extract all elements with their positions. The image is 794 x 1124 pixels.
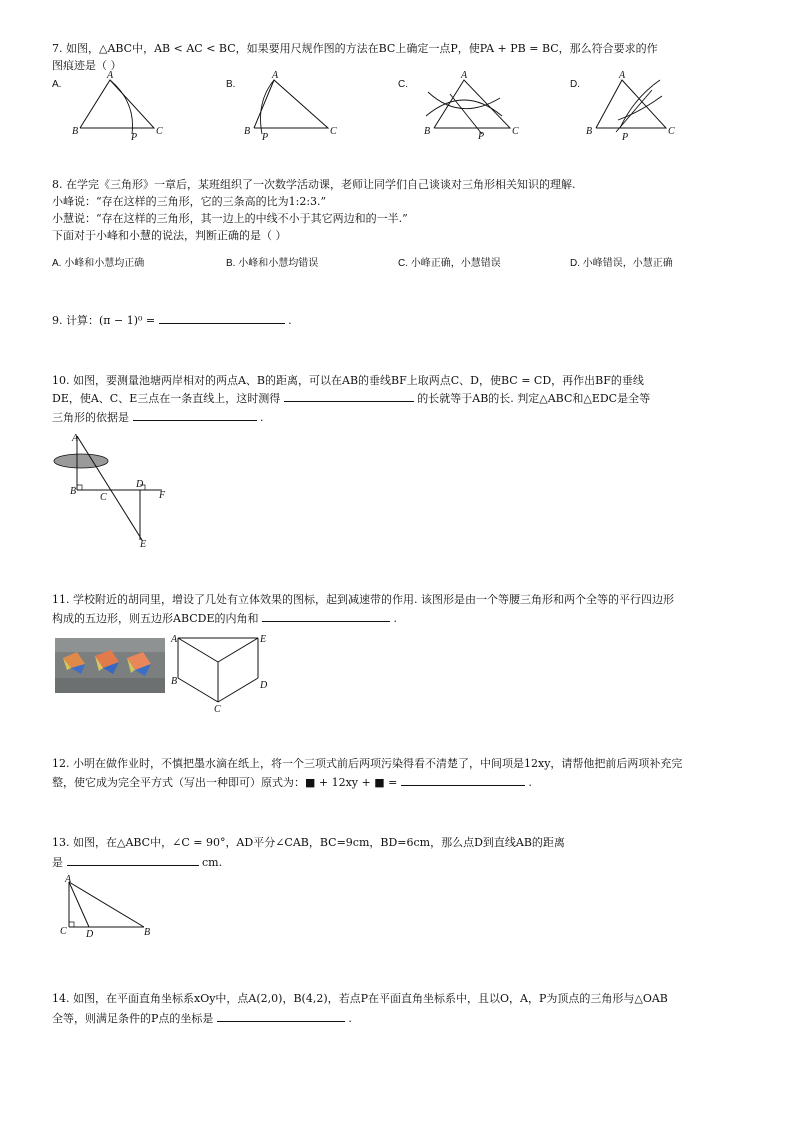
q8-option-b[interactable]: B. 小峰和小慧均错误 xyxy=(226,258,319,269)
q7d-label-p: P xyxy=(622,132,629,143)
q13-triangle-figure xyxy=(56,874,166,940)
q14-line2-part1: 全等，则满足条件的P点的坐标是 xyxy=(52,1012,214,1025)
q10-label-e: E xyxy=(140,539,147,550)
q13-stem-line1: 13. 如图，在△ABC中，∠C = 90°，AD平分∠CAB，BC=9cm，BD=6cm，那么点D到直线AB的距离 xyxy=(52,836,565,849)
q7-figure-a xyxy=(70,72,170,142)
q12-stem-line2 xyxy=(52,775,532,790)
q7-option-c-label: C. xyxy=(398,79,408,90)
q14-stem-line2 xyxy=(52,1011,352,1026)
q11-label-e: E xyxy=(260,634,267,645)
q13-stem-line2 xyxy=(52,855,222,870)
q10-label-c: C xyxy=(100,492,107,503)
q7c-label-c: C xyxy=(512,126,519,137)
q11-label-d: D xyxy=(260,680,268,691)
q12-stem-line1: 12. 小明在做作业时，不慎把墨水滴在纸上，将一个三项式前后两项污染得看不清楚了，中间项是12xy，请帮他把前后两项补充完 xyxy=(52,757,683,770)
q7d-label-b: B xyxy=(586,126,593,137)
q14-line2-part2: . xyxy=(348,1012,352,1025)
q11-pentagon-figure xyxy=(168,632,278,714)
q7c-label-p: P xyxy=(478,131,485,142)
q10-stem-line3 xyxy=(52,410,264,425)
q7-option-b-label: B. xyxy=(226,79,236,90)
q13-line2-part2: cm. xyxy=(202,856,223,869)
q7-option-d-label: D. xyxy=(570,79,580,90)
q9-prefix: 9. 计算：(π − 1)⁰ = xyxy=(52,314,156,327)
q13-label-c: C xyxy=(60,926,67,937)
q13-label-d: D xyxy=(86,929,94,940)
q11-answer-blank[interactable] xyxy=(262,611,390,622)
q7b-label-a: A xyxy=(272,70,279,81)
q9-stem xyxy=(52,313,292,328)
q10-line3-part2: . xyxy=(260,411,264,424)
q12-answer-blank[interactable] xyxy=(401,775,525,786)
q11-line2-part1: 构成的五边形，则五边形ABCDE的内角和 xyxy=(52,612,259,625)
q7a-label-p: P xyxy=(131,132,138,143)
q10-label-b: B xyxy=(70,486,77,497)
pond-shape xyxy=(54,454,108,468)
q7-stem-line1: 7. 如图，△ABC中，AB < AC < BC，如果要用尺规作图的方法在BC上确定一点P，使PA + PB = BC，那么符合要求的作 xyxy=(52,42,658,55)
q10-line2-part2: 的长就等于AB的长. 判定△ABC和△EDC是全等 xyxy=(417,392,651,405)
q10-label-a: A xyxy=(72,433,79,444)
q7b-label-b: B xyxy=(244,126,251,137)
q11-road-photo xyxy=(55,638,165,693)
q12-line2-part1: 整，使它成为完全平方式（写出一种即可）原式为：■ + 12xy + ■ = xyxy=(52,776,398,789)
q7-figure-d xyxy=(586,70,690,144)
q7d-label-c: C xyxy=(668,126,675,137)
q8-option-a[interactable]: A. 小峰和小慧均正确 xyxy=(52,258,145,269)
q7d-label-a: A xyxy=(619,70,626,81)
q13-line2-part1: 是 xyxy=(52,856,63,869)
q7a-label-c: C xyxy=(156,126,163,137)
q12-line2-part2: . xyxy=(528,776,532,789)
q14-answer-blank[interactable] xyxy=(217,1011,345,1022)
q11-label-a: A xyxy=(171,634,178,645)
q8-option-c[interactable]: C. 小峰正确，小慧错误 xyxy=(398,258,501,269)
q11-label-b: B xyxy=(171,676,178,687)
q10-stem-line1: 10. 如图，要测量池塘两岸相对的两点A、B的距离，可以在AB的垂线BF上取两点C、D，使BC = CD，再作出BF的垂线 xyxy=(52,374,644,387)
q7a-label-a: A xyxy=(107,70,114,81)
q14-stem-line1: 14. 如图，在平面直角坐标系xOy中，点A(2,0)，B(4,2)，若点P在平面直角坐标系中，且以O，A，P为顶点的三角形与△OAB xyxy=(52,992,668,1005)
q7b-label-p: P xyxy=(262,132,269,143)
q10-label-d: D xyxy=(136,479,144,490)
q8-option-d[interactable]: D. 小峰错误，小慧正确 xyxy=(570,258,673,269)
q7-option-a-label: A. xyxy=(52,79,62,90)
q11-stem-line2 xyxy=(52,611,397,626)
q10-answer-blank-2[interactable] xyxy=(133,410,257,421)
q10-label-f: F xyxy=(159,490,166,501)
q10-line3-part1: 三角形的依据是 xyxy=(52,411,129,424)
q10-line2-part1: DE，使A、C、E三点在一条直线上，这时测得 xyxy=(52,392,281,405)
q7-figure-b xyxy=(244,72,344,142)
q7c-label-b: B xyxy=(424,126,431,137)
q8-stem-line4: 下面对于小峰和小慧的说法，判断正确的是（ ） xyxy=(52,229,287,242)
q9-answer-blank[interactable] xyxy=(159,313,285,324)
q10-pond-figure xyxy=(52,430,182,552)
q7c-label-a: A xyxy=(461,70,468,81)
q8-stem-line2: 小峰说：“存在这样的三角形，它的三条高的比为1:2:3.” xyxy=(52,195,327,208)
q7-figure-c xyxy=(420,72,530,144)
q13-label-a: A xyxy=(65,874,72,885)
q11-label-c: C xyxy=(214,704,221,715)
q8-stem-line3: 小慧说：“存在这样的三角形，其一边上的中线不小于其它两边和的一半.” xyxy=(52,212,408,225)
q11-stem-line1: 11. 学校附近的胡同里，增设了几处有立体效果的图标，起到减速带的作用. 该图形是由一个等腰三角形和两个全等的平行四边形 xyxy=(52,593,674,606)
q7-stem-line2: 图痕迹是（ ） xyxy=(52,59,122,72)
q7b-label-c: C xyxy=(330,126,337,137)
q10-stem-line2 xyxy=(52,391,650,406)
q9-suffix: . xyxy=(288,314,292,327)
q7a-label-b: B xyxy=(72,126,79,137)
q8-stem-line1: 8. 在学完《三角形》一章后，某班组织了一次数学活动课，老师让同学们自己谈谈对三角形相关知识的理解. xyxy=(52,178,576,191)
q11-line2-part2: . xyxy=(393,612,397,625)
q13-answer-blank[interactable] xyxy=(67,855,199,866)
q13-label-b: B xyxy=(144,927,151,938)
q10-answer-blank-1[interactable] xyxy=(284,391,414,402)
